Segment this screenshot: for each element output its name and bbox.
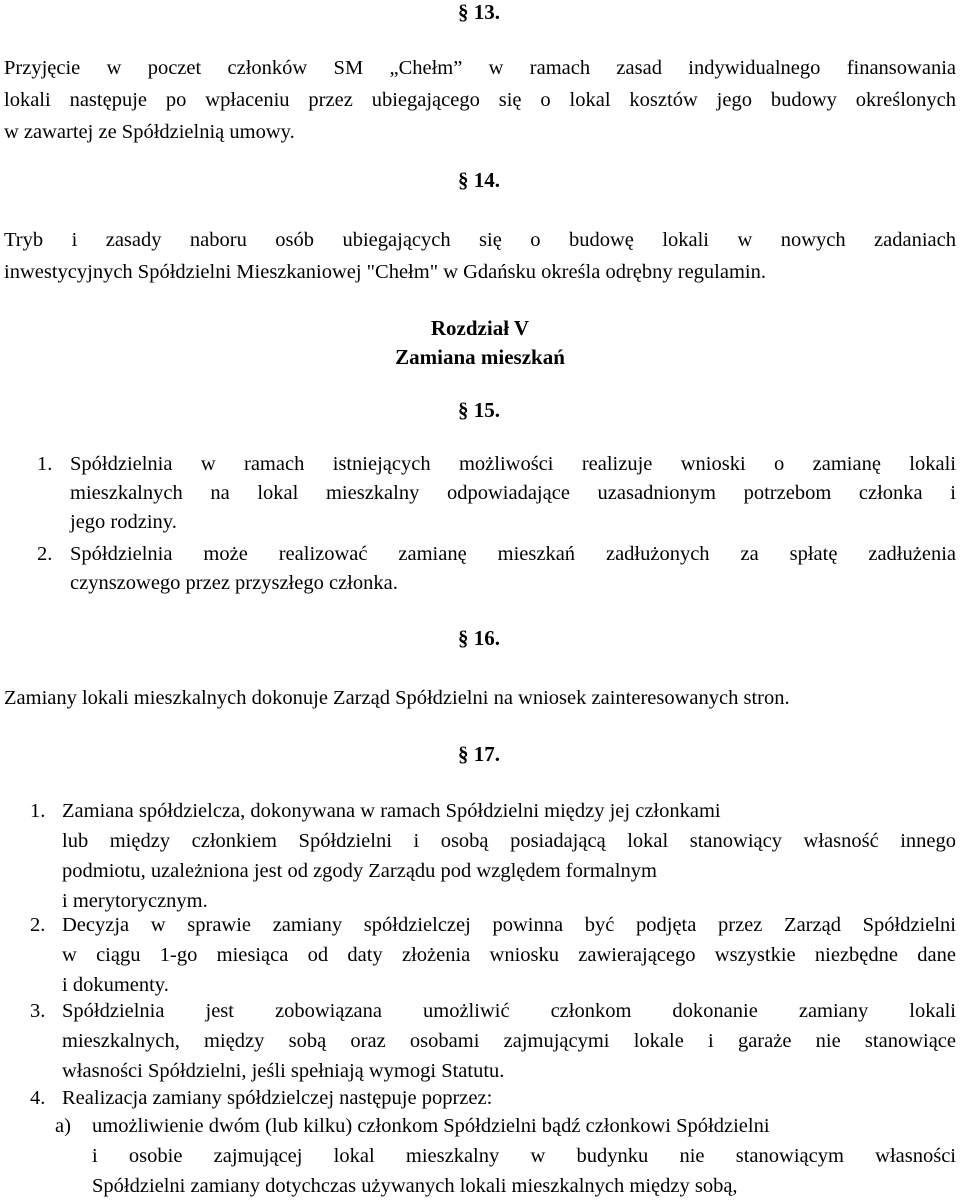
chapter-title: Rozdział V <box>430 316 530 340</box>
section-16-heading: § 16. <box>458 626 500 650</box>
item-line: Decyzja w sprawie zamiany spółdzielczej powinna być podjęta przez Zarząd Spółdzielni <box>62 914 956 936</box>
chapter-subtitle: Zamiana mieszkań <box>395 345 565 369</box>
item-number: 2. <box>30 914 46 936</box>
item-line: jego rodziny. <box>70 511 177 533</box>
section-13-paragraph <box>4 52 956 148</box>
section-16-paragraph <box>4 682 956 714</box>
item-number: 4. <box>30 1087 46 1109</box>
section-15-heading: § 15. <box>458 398 500 422</box>
item-line: Spółdzielnia może realizować zamianę mieszkań zadłużonych za spłatę zadłużenia <box>70 543 956 565</box>
item-number: 2. <box>37 543 53 565</box>
item-line: i merytorycznym. <box>62 890 208 912</box>
item-line: mieszkalnych, między sobą oraz osobami zajmującymi lokale i garaże nie stanowiące <box>62 1030 956 1052</box>
item-number: 1. <box>37 453 53 475</box>
item-text <box>62 1083 956 1113</box>
section-16-line-1: Zamiany lokali mieszkalnych dokonuje Zarząd Spółdzielni na wniosek zainteresowanych stron. <box>4 687 790 709</box>
item-line: podmiotu, uzależniona jest od zgody Zarządu pod względem formalnym <box>62 860 657 882</box>
item-number: 3. <box>30 1000 46 1022</box>
item-text <box>70 450 956 537</box>
item-line: własności Spółdzielni, jeśli spełniają wymogi Statutu. <box>62 1060 505 1082</box>
item-line: czynszowego przez przyszłego członka. <box>70 572 398 594</box>
item-text <box>62 910 956 1000</box>
item-text <box>62 796 956 916</box>
section-14-line-1: Tryb i zasady naboru osób ubiegających się o budowę lokali w nowych zadaniach <box>4 229 956 251</box>
subitem-text <box>92 1111 956 1201</box>
item-line: lub między członkiem Spółdzielni i osobą posiadającą lokal stanowiący własność innego <box>62 830 956 852</box>
section-14-paragraph <box>4 224 956 288</box>
section-14-line-2: inwestycyjnych Spółdzielni Mieszkaniowej "Chełm" w Gdańsku określa odrębny regulamin. <box>4 261 766 283</box>
item-line: mieszkalnych na lokal mieszkalny odpowiadające uzasadnionym potrzebom członka i <box>70 482 956 504</box>
item-line: w ciągu 1-go miesiąca od daty złożenia wniosku zawierającego wszystkie niezbędne dane <box>62 944 956 966</box>
item-line: Realizacja zamiany spółdzielczej następuje poprzez: <box>62 1087 493 1109</box>
section-13-line-1: Przyjęcie w poczet członków SM „Chełm” w ramach zasad indywidualnego finansowania <box>4 57 956 79</box>
section-13-line-2: lokali następuje po wpłaceniu przez ubiegającego się o lokal kosztów jego budowy określonych <box>4 89 956 111</box>
section-17-heading: § 17. <box>458 742 500 766</box>
item-line: Zamiana spółdzielcza, dokonywana w ramach Spółdzielni między jej członkami <box>62 800 721 822</box>
section-14-heading: § 14. <box>458 168 500 192</box>
subitem-line: i osobie zajmującej lokal mieszkalny w budynku nie stanowiącym własności <box>92 1145 956 1167</box>
item-line: Spółdzielnia w ramach istniejących możliwości realizuje wnioski o zamianę lokali <box>70 453 956 475</box>
section-13-heading: § 13. <box>458 0 500 24</box>
subitem-label: a) <box>55 1115 71 1137</box>
item-number: 1. <box>30 800 46 822</box>
item-line: Spółdzielnia jest zobowiązana umożliwić członkom dokonanie zamiany lokali <box>62 1000 956 1022</box>
item-text <box>62 996 956 1086</box>
subitem-line: Spółdzielni zamiany dotychczas używanych lokali mieszkalnych między sobą, <box>92 1175 738 1197</box>
subitem-line: umożliwienie dwóm (lub kilku) członkom Spółdzielni bądź członkowi Spółdzielni <box>92 1115 770 1137</box>
section-13-line-3: w zawartej ze Spółdzielnią umowy. <box>4 121 295 143</box>
item-text <box>70 540 956 598</box>
item-line: i dokumenty. <box>62 974 169 996</box>
